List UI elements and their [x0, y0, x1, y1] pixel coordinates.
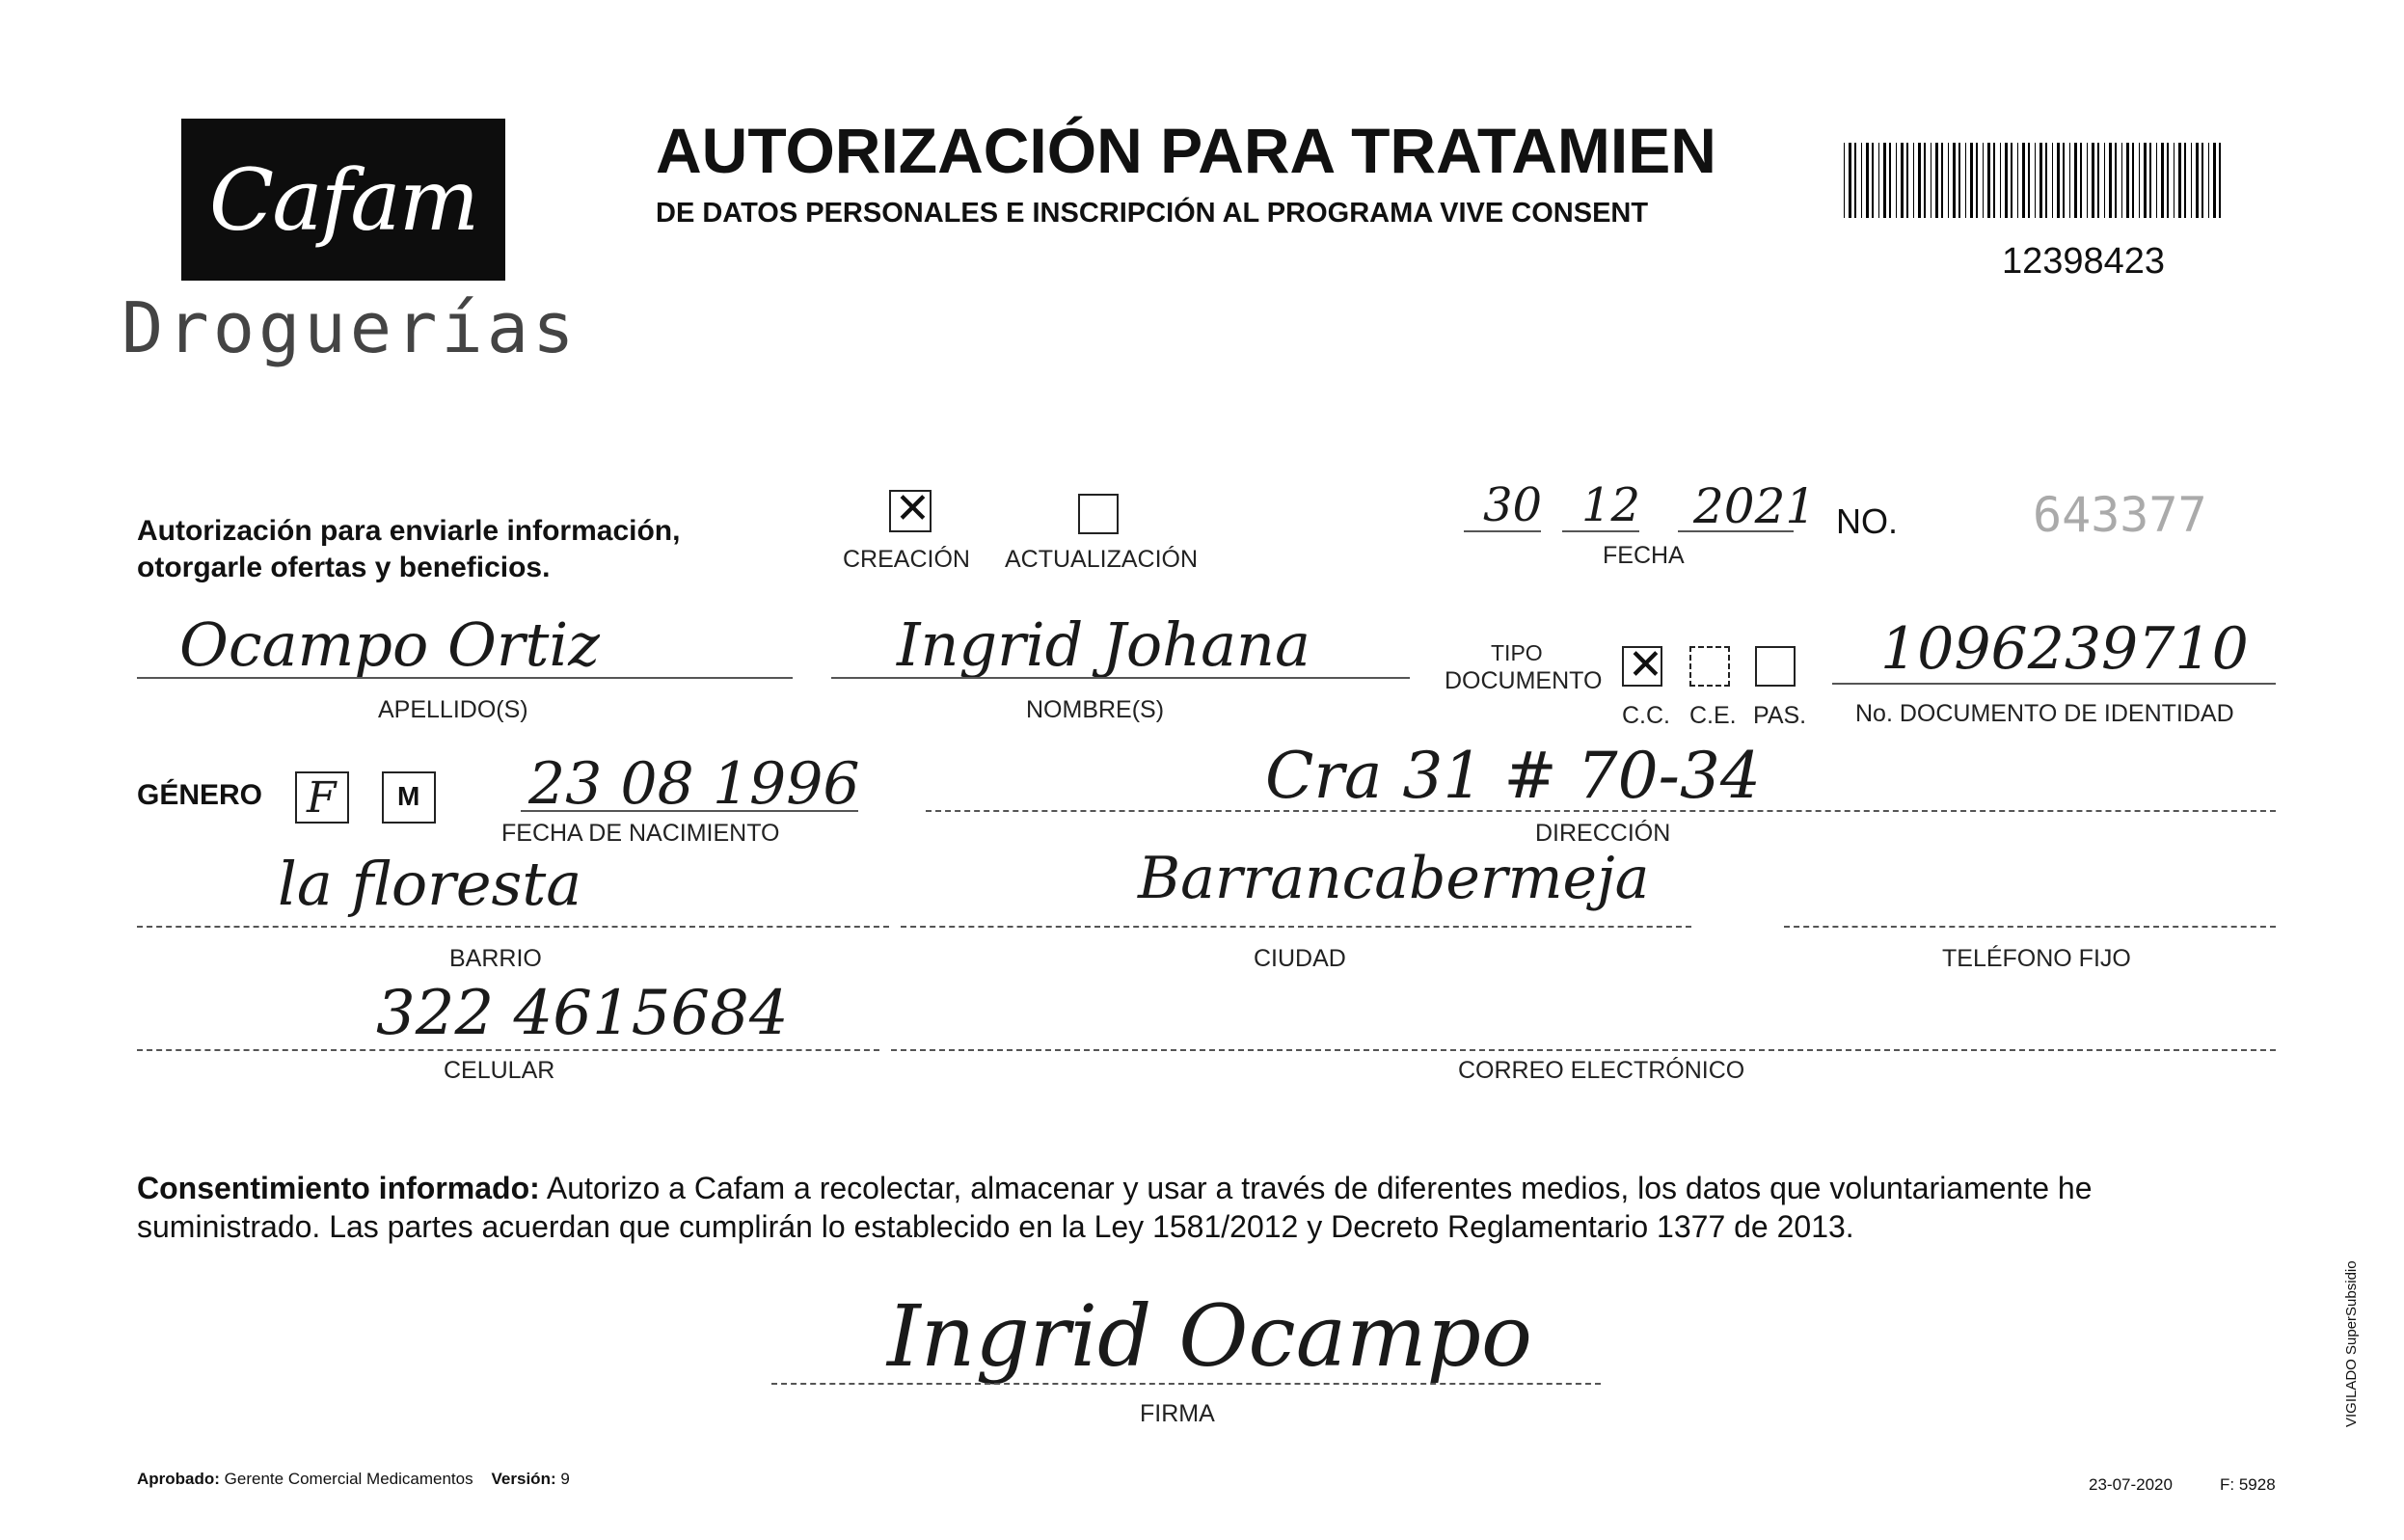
droguerias-logo-text: Droguerías	[122, 287, 579, 368]
version-value: 9	[560, 1470, 570, 1488]
fecha-nacimiento-value[interactable]: 23 08 1996	[528, 750, 860, 818]
aprobado-label: Aprobado:	[137, 1470, 220, 1488]
genero-f-checkbox[interactable]	[295, 771, 349, 824]
logo-text: Cafam	[208, 149, 478, 250]
firma-label: FIRMA	[1140, 1400, 1215, 1427]
nombres-value[interactable]: Ingrid Johana	[897, 609, 1310, 680]
documento-identidad-label: No. DOCUMENTO DE IDENTIDAD	[1855, 700, 2234, 727]
form-number: 643377	[2033, 487, 2207, 543]
direccion-label: DIRECCIÓN	[1535, 820, 1671, 847]
fecha-label: FECHA	[1603, 542, 1685, 569]
apellidos-value[interactable]: Ocampo Ortiz	[179, 609, 600, 680]
creacion-label: CREACIÓN	[843, 546, 970, 573]
genero-label: GÉNERO	[137, 779, 263, 811]
ce-checkbox[interactable]	[1689, 646, 1730, 687]
consent-heading: Consentimiento informado:	[137, 1171, 540, 1205]
footer-approval	[137, 1470, 570, 1489]
fecha-month: 12	[1581, 478, 1641, 532]
apellidos-label: APELLIDO(S)	[378, 696, 528, 723]
nombres-label: NOMBRE(S)	[1026, 696, 1165, 723]
fecha-year: 2021	[1693, 478, 1817, 534]
signature-value: Ingrid Ocampo	[887, 1286, 1532, 1386]
barrio-label: BARRIO	[449, 945, 542, 972]
actualizacion-checkbox[interactable]	[1078, 494, 1119, 534]
barcode	[1844, 143, 2229, 218]
genero-m-checkbox[interactable]	[382, 771, 436, 824]
authorization-text-2: otorgarle ofertas y beneficios.	[137, 552, 551, 583]
version-label: Versión:	[491, 1470, 556, 1488]
creacion-checkbox[interactable]	[889, 490, 932, 532]
footer-date: 23-07-2020	[2089, 1475, 2173, 1494]
direccion-value[interactable]: Cra 31 # 70-34	[1265, 739, 1761, 813]
documento-value[interactable]: 1096239710	[1880, 615, 2249, 683]
fecha-nacimiento-label: FECHA DE NACIMIENTO	[501, 820, 780, 847]
ce-label: C.E.	[1689, 702, 1737, 729]
document-subtitle: DE DATOS PERSONALES E INSCRIPCIÓN AL PROGRAMA VIVE CONSENT	[656, 198, 1649, 229]
fecha-day: 30	[1483, 478, 1543, 532]
correo-electronico-label: CORREO ELECTRÓNICO	[1458, 1057, 1745, 1084]
authorization-text-1: Autorización para enviarle información,	[137, 515, 681, 547]
aprobado-value: Gerente Comercial Medicamentos	[224, 1470, 473, 1488]
pas-label: PAS.	[1753, 702, 1807, 729]
genero-m-label: M	[397, 781, 420, 811]
ciudad-label: CIUDAD	[1254, 945, 1346, 972]
consent-body: Autorizo a Cafam a recolectar, almacenar y usar a través de diferentes medios, los datos que voluntariamente he suministrado. Las partes acuerdan que cumplirán lo establecido en la Ley 1581/2012 y Decreto Reglamentario 1377 de 2013.	[137, 1171, 2093, 1244]
cc-label: C.C.	[1622, 702, 1670, 729]
no-label: NO.	[1836, 501, 1899, 541]
genero-f-mark: F	[307, 773, 337, 823]
consent-paragraph	[137, 1169, 2268, 1246]
telefono-fijo-label: TELÉFONO FIJO	[1942, 945, 2131, 972]
celular-label: CELULAR	[444, 1057, 555, 1084]
ciudad-value[interactable]: Barrancabermeja	[1138, 845, 1650, 912]
barrio-value[interactable]: la floresta	[278, 849, 582, 919]
tipo-label: TIPO	[1491, 640, 1543, 665]
documento-label: DOCUMENTO	[1445, 667, 1603, 694]
footer-form-code: F: 5928	[2220, 1475, 2276, 1494]
cc-checkbox[interactable]	[1622, 646, 1662, 687]
actualizacion-label: ACTUALIZACIÓN	[1005, 546, 1199, 573]
celular-value[interactable]: 322 4615684	[376, 978, 789, 1049]
pas-checkbox[interactable]	[1755, 646, 1796, 687]
barcode-number: 12398423	[2002, 241, 2166, 282]
document-title: AUTORIZACIÓN PARA TRATAMIEN	[656, 115, 1716, 186]
vigilado-side-text: VIGILADO SuperSubsidio	[2343, 1260, 2360, 1427]
cafam-logo	[181, 119, 505, 281]
